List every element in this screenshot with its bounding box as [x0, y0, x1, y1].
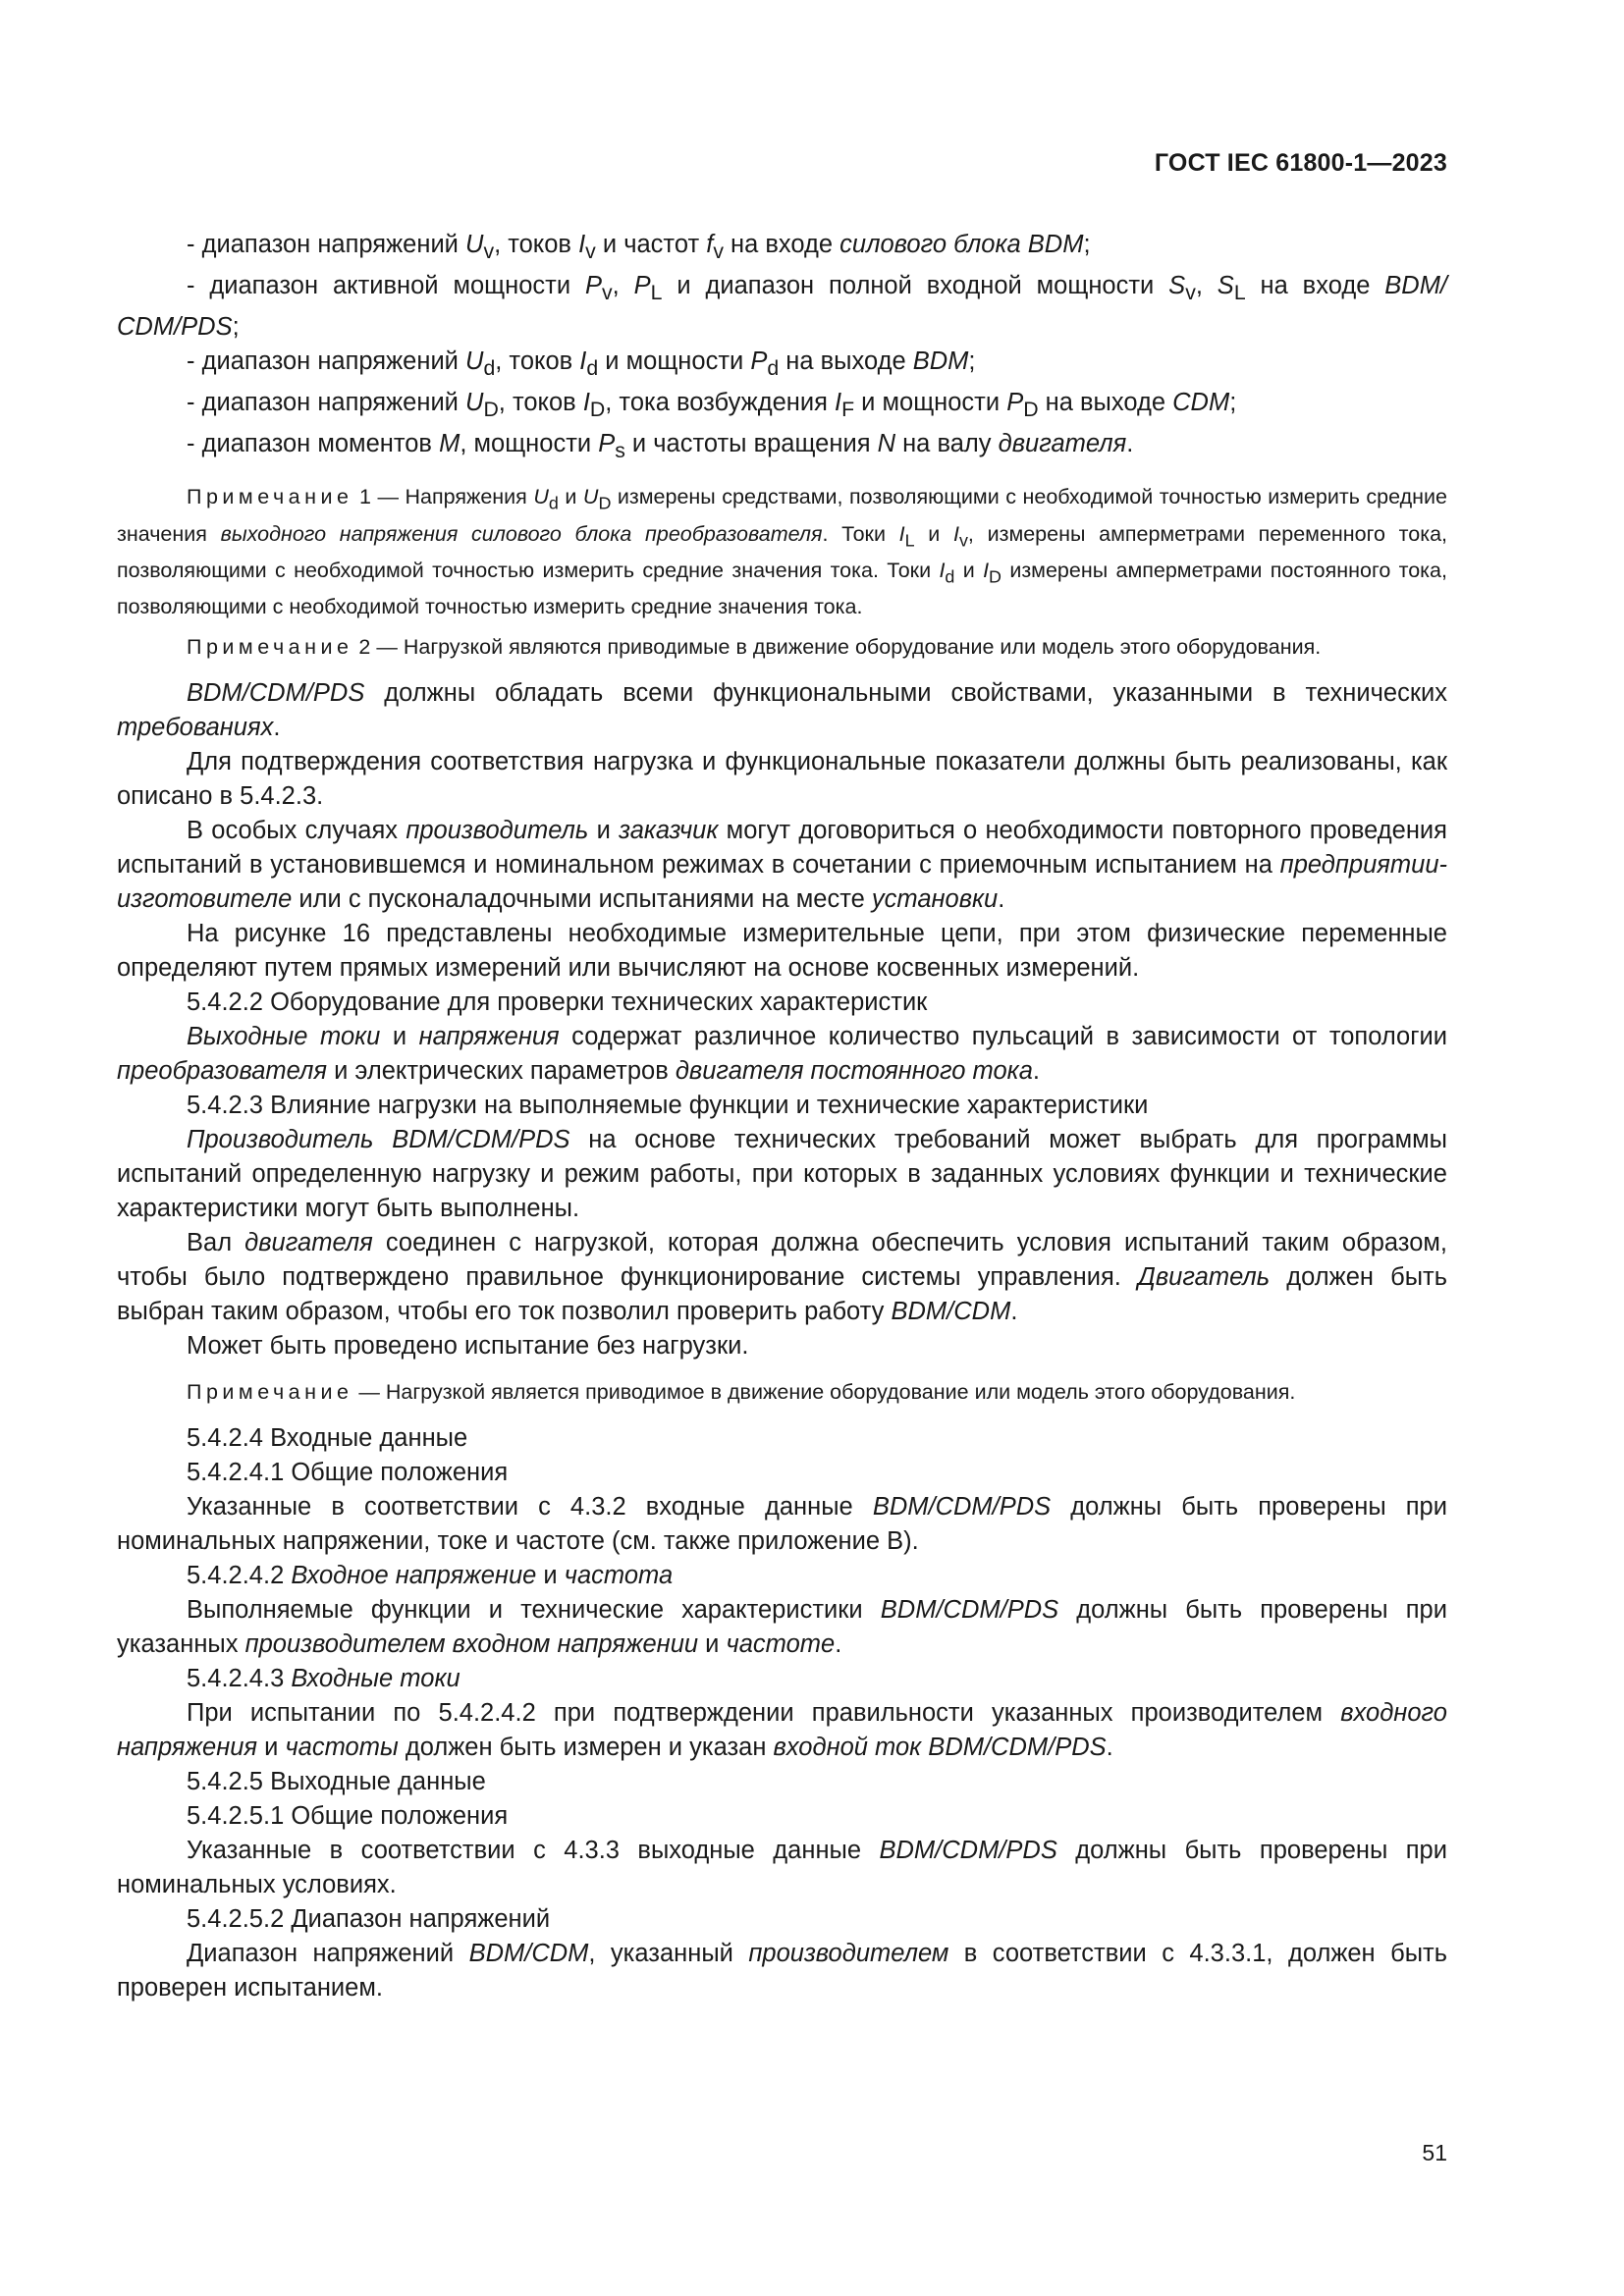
- document-body: [117, 228, 1447, 2005]
- body-paragraph: Для подтверждения соответствия нагрузка и функциональные показатели должны быть реализованы, как описано в 5.4.2.3.: [117, 748, 1447, 811]
- body-paragraph: BDM/CDM/PDS должны обладать всеми функциональными свойствами, указанными в технических требованиях.: [117, 679, 1447, 742]
- document-header: ГОСТ IEC 61800-1—2023: [1154, 149, 1447, 177]
- body-paragraph: 5.4.2.4.1 Общие положения: [187, 1459, 509, 1487]
- body-paragraph: - диапазон напряжений $U_v$, токов $I_v$ и частот $f_v$ на входе силового блока BDM;: [187, 231, 1091, 264]
- note-paragraph: Примечание 1 — Напряжения $U_d$ и $U_D$ измерены средствами, позволяющими с необходимой точностью измерить средние значения выходного напряжения силового блока преобразователя. Токи $I_L$ и $I_v$, измерены амперметрами переменного тока, позволяющими с необходимой точностью измерить средние значения тока. Токи $I_d$ и $I_D$ измерены амперметрами постоянного тока, позволяющими с необходимой точностью измерить средние значения тока.: [117, 485, 1448, 619]
- body-paragraph: - диапазон напряжений $U_d$, токов $I_d$ и мощности $P_d$ на выходе BDM;: [187, 347, 976, 381]
- body-paragraph: Вал двигателя соединен с нагрузкой, которая должна обеспечить условия испытаний таким образом, чтобы было подтверждено правильное функционирование системы управления. Двигатель должен быть выбран таким образом, чтобы его ток позволил проверить работу BDM/CDM.: [117, 1229, 1447, 1326]
- body-paragraph: В особых случаях производитель и заказчик могут договориться о необходимости повторного проведения испытаний в установившемся и номинальном режимах в сочетании с приемочным испытанием на предприятии-изготовителе или с пусконаладочными испытаниями на месте установки.: [117, 817, 1447, 914]
- body-paragraph: - диапазон активной мощности $P_v$, $P_L$ и диапазон полной входной мощности $S_v$, $S_L$ на входе BDM/ CDM/PDS;: [117, 272, 1448, 342]
- note-lead: Примечание: [187, 635, 353, 660]
- body-paragraph: Может быть проведено испытание без нагрузки.: [187, 1332, 749, 1361]
- note-paragraph: Примечание — Нагрузкой является приводимое в движение оборудование или модель этого оборудования.: [187, 1380, 1296, 1405]
- body-paragraph: 5.4.2.3 Влияние нагрузки на выполняемые функции и технические характеристики: [187, 1092, 1149, 1120]
- body-paragraph: - диапазон моментов M, мощности $P_s$ и частоты вращения N на валу двигателя.: [187, 430, 1134, 463]
- body-paragraph: 5.4.2.4.2 Входное напряжение и частота: [187, 1562, 674, 1590]
- note-paragraph: Примечание 2 — Нагрузкой являются приводимые в движение оборудование или модель этого оборудования.: [187, 635, 1322, 660]
- body-paragraph: - диапазон напряжений $U_D$, токов $I_D$, тока возбуждения $I_F$ и мощности $P_D$ на выходе CDM;: [187, 389, 1237, 422]
- note-lead: Примечание: [187, 485, 353, 509]
- body-paragraph: При испытании по 5.4.2.4.2 при подтверждении правильности указанных производителем входного напряжения и частоты должен быть измерен и указан входной ток BDM/CDM/PDS.: [117, 1699, 1447, 1762]
- note-lead: Примечание: [187, 1380, 353, 1405]
- body-paragraph: Указанные в соответствии с 4.3.2 входные данные BDM/CDM/PDS должны быть проверены при номинальных напряжении, токе и частоте (см. также приложение В).: [117, 1493, 1447, 1556]
- body-paragraph: 5.4.2.2 Оборудование для проверки технических характеристик: [187, 988, 928, 1017]
- body-paragraph: 5.4.2.5.2 Диапазон напряжений: [187, 1905, 551, 1934]
- page-number: 51: [1422, 2140, 1447, 2165]
- body-paragraph: Выходные токи и напряжения содержат различное количество пульсаций в зависимости от топологии преобразователя и электрических параметров двигателя постоянного тока.: [117, 1023, 1447, 1086]
- body-paragraph: 5.4.2.5 Выходные данные: [187, 1768, 486, 1796]
- body-paragraph: Выполняемые функции и технические характеристики BDM/CDM/PDS должны быть проверены при указанных производителем входном напряжении и частоте.: [117, 1596, 1447, 1659]
- body-paragraph: 5.4.2.4.3 Входные токи: [187, 1665, 460, 1693]
- body-paragraph: 5.4.2.5.1 Общие положения: [187, 1802, 509, 1831]
- body-paragraph: Производитель BDM/CDM/PDS на основе технических требований может выбрать для программы испытаний определенную нагрузку и режим работы, при которых в заданных условиях функции и технические характеристики могут быть выполнены.: [117, 1126, 1447, 1223]
- body-paragraph: Диапазон напряжений BDM/CDM, указанный производителем в соответствии с 4.3.3.1, должен быть проверен испытанием.: [117, 1940, 1447, 2002]
- body-paragraph: На рисунке 16 представлены необходимые измерительные цепи, при этом физические переменные определяют путем прямых измерений или вычисляют на основе косвенных измерений.: [117, 920, 1447, 983]
- body-paragraph: Указанные в соответствии с 4.3.3 выходные данные BDM/CDM/PDS должны быть проверены при номинальных условиях.: [117, 1837, 1447, 1899]
- body-paragraph: 5.4.2.4 Входные данные: [187, 1424, 468, 1453]
